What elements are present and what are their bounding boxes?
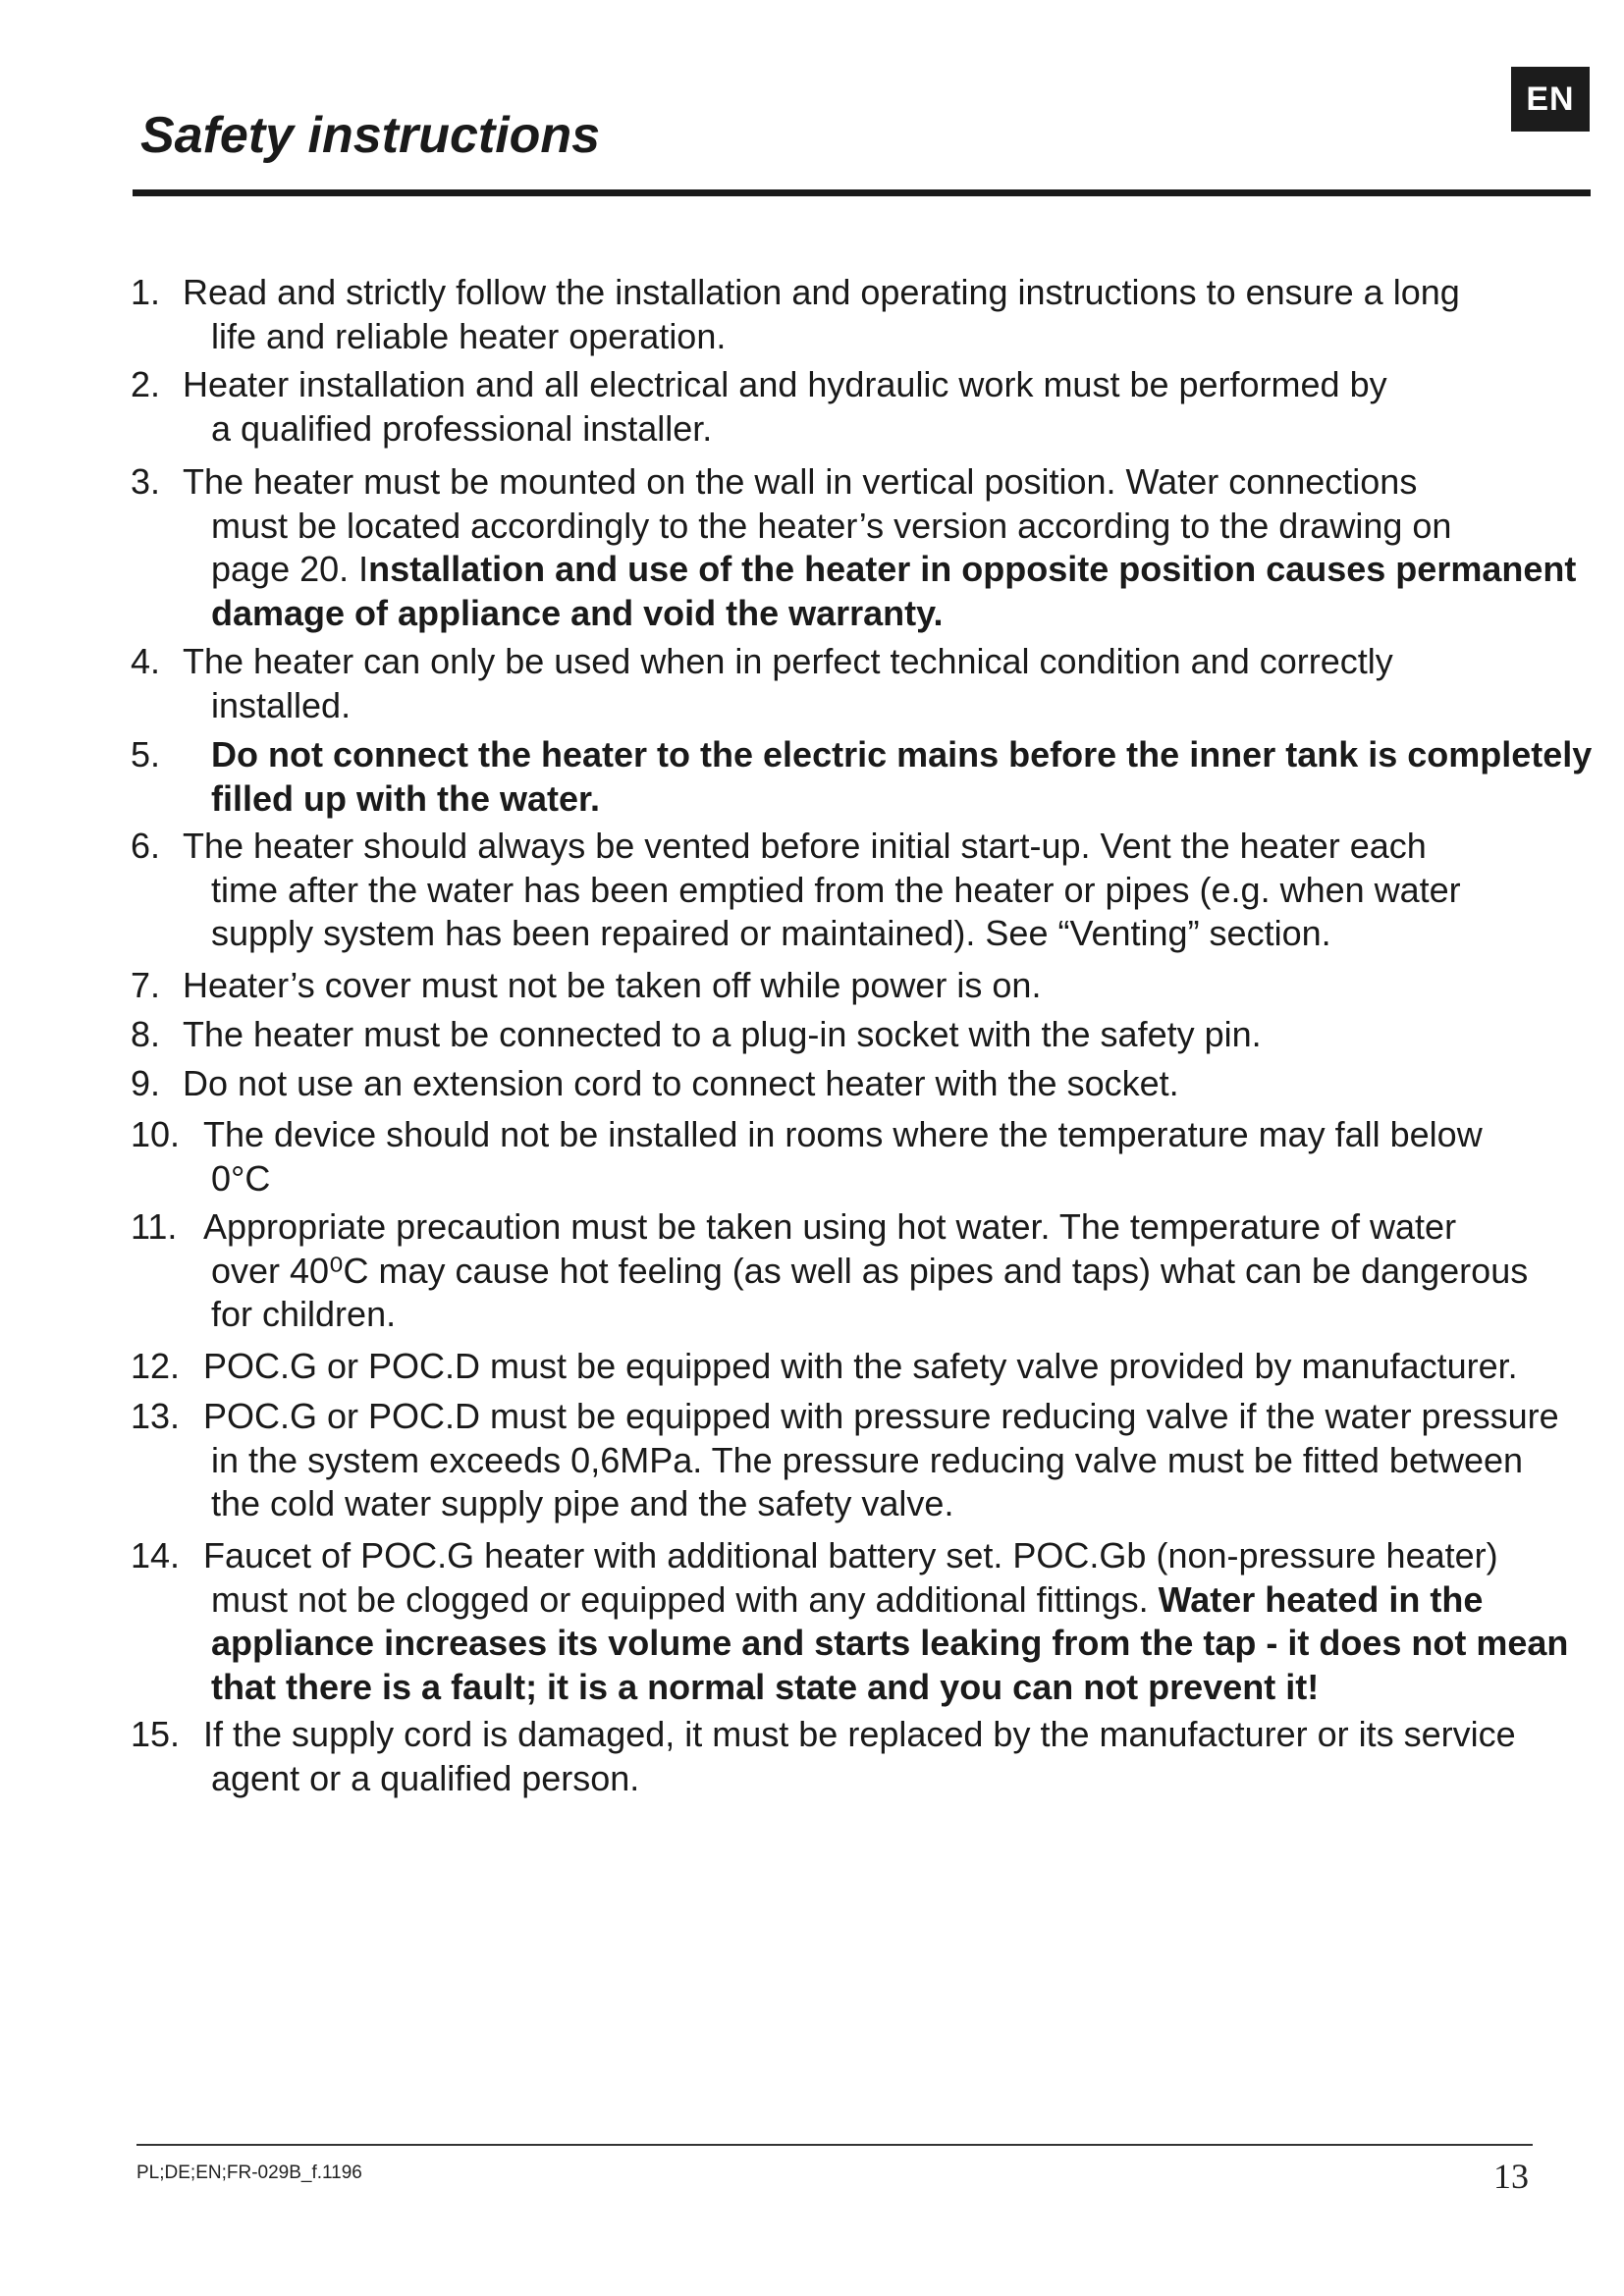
list-item (131, 964, 1574, 1008)
text: POC.G or POC.D must be equipped with the safety valve provided by manufacturer. (203, 1346, 1518, 1386)
text: agent or a qualified person. (211, 1757, 640, 1798)
list-item-number: 9. (131, 1063, 161, 1103)
list-item-number: 3. (131, 461, 161, 502)
list-item-number: 6. (131, 826, 161, 866)
list-item-line (131, 271, 1574, 315)
bold-text: Do not connect the heater to the electric mains before the inner tank is completely (211, 734, 1593, 774)
text: must not be clogged or equipped with any additional fittings. (211, 1578, 1159, 1620)
list-item-line (131, 733, 1593, 777)
list-item-line (131, 1622, 1574, 1666)
list-item-line (131, 363, 1574, 407)
list-item-line (131, 684, 1574, 728)
list-item-line (131, 1713, 1574, 1757)
list-item-line (131, 964, 1574, 1008)
list-item-line (131, 1062, 1574, 1106)
list-item-line (131, 1666, 1574, 1710)
text: supply system has been repaired or maintained). See “Venting” section. (211, 913, 1331, 953)
list-item (131, 271, 1574, 358)
list-item (131, 363, 1574, 451)
list-item-line (131, 407, 1574, 452)
list-item-number: 7. (131, 965, 161, 1005)
list-item-number: 1. (131, 272, 161, 312)
list-item-line (131, 1205, 1574, 1250)
list-item (131, 1113, 1574, 1201)
text: Faucet of POC.G heater with additional battery set. POC.Gb (non-pressure heater) (203, 1535, 1498, 1575)
bold-text: damage of appliance and void the warranty. (211, 592, 944, 633)
text: The heater should always be vented before initial start-up. Vent the heater each (183, 826, 1427, 866)
list-item-line (131, 1578, 1574, 1623)
list-item (131, 1345, 1574, 1389)
list-item-line (131, 1757, 1574, 1801)
text: installed. (211, 684, 352, 725)
list-item (131, 1713, 1574, 1800)
text: If the supply cord is damaged, it must be replaced by the manufacturer or its service (203, 1714, 1516, 1754)
list-item (131, 1062, 1574, 1106)
list-item-line (131, 1534, 1574, 1578)
list-item-line (131, 1345, 1574, 1389)
list-item-line (131, 825, 1574, 869)
text: The heater must be mounted on the wall in vertical position. Water connections (183, 461, 1418, 502)
list-item-number: 11. (131, 1206, 178, 1247)
bold-text: that there is a fault; it is a normal state and you can not prevent it! (211, 1666, 1320, 1707)
list-item-number: 8. (131, 1014, 161, 1054)
list-item-line (131, 505, 1574, 549)
list-item-line (131, 548, 1577, 592)
list-item-line (131, 1395, 1574, 1439)
list-item-line (131, 1113, 1574, 1157)
text: the cold water supply pipe and the safety valve. (211, 1483, 954, 1523)
text: The heater can only be used when in perfect technical condition and correctly (183, 641, 1393, 681)
bold-text: nstallation and use of the heater in opposite position causes permanent (368, 549, 1577, 589)
list-item-line (131, 1013, 1574, 1057)
list-item-line (131, 777, 1574, 822)
text: for children. (211, 1294, 397, 1334)
list-item-number: 12. (131, 1346, 181, 1386)
list-item-number: 4. (131, 641, 161, 681)
text: Heater’s cover must not be taken off while power is on. (183, 965, 1042, 1005)
list-item-line (131, 460, 1574, 505)
bold-text: filled up with the water. (211, 777, 601, 819)
list-item-line (131, 592, 1574, 636)
list-item (131, 1013, 1574, 1057)
text: in the system exceeds 0,6MPa. The pressure reducing valve must be fitted between (211, 1439, 1524, 1480)
text: life and reliable heater operation. (211, 315, 727, 356)
list-item-line (131, 1293, 1574, 1337)
language-badge: EN (1511, 67, 1590, 132)
footer-divider (136, 2144, 1533, 2146)
text: Heater installation and all electrical and hydraulic work must be performed by (183, 364, 1387, 404)
list-item-line (131, 1482, 1574, 1526)
text: Do not use an extension cord to connect heater with the socket. (183, 1063, 1179, 1103)
text: must be located accordingly to the heater’s version according to the drawing on (211, 505, 1452, 546)
text: The heater must be connected to a plug-in socket with the safety pin. (183, 1014, 1262, 1054)
title-divider (133, 189, 1591, 196)
list-item (131, 1205, 1574, 1337)
text: POC.G or POC.D must be equipped with pressure reducing valve if the water pressure (203, 1396, 1559, 1436)
list-item-line (131, 315, 1574, 359)
list-item-line (131, 1250, 1574, 1294)
list-item-number: 2. (131, 364, 161, 404)
text: Appropriate precaution must be taken using hot water. The temperature of water (203, 1206, 1457, 1247)
text: 0°C (211, 1157, 271, 1199)
list-item (131, 1534, 1574, 1709)
list-item-line (131, 1439, 1574, 1483)
list-item-line (131, 912, 1574, 956)
list-item-number: 14. (131, 1535, 181, 1575)
text: time after the water has been emptied from the heater or pipes (e.g. when water (211, 869, 1461, 910)
page-number: 13 (1493, 2157, 1529, 2196)
list-item-line (131, 1157, 1574, 1201)
list-item-number: 5. (131, 734, 161, 774)
bold-text: Water heated in the (1158, 1578, 1484, 1620)
text: The device should not be installed in rooms where the temperature may fall below (203, 1114, 1483, 1154)
list-item (131, 460, 1577, 635)
bold-text: appliance increases its volume and starts leaking from the tap - it does not mean (211, 1623, 1569, 1663)
text: over 40⁰C may cause hot feeling (as well as pipes and taps) what can be dangerous (211, 1250, 1529, 1291)
page-title: Safety instructions (140, 107, 601, 164)
list-item-number: 10. (131, 1114, 181, 1154)
list-item-line (131, 869, 1574, 913)
list-item (131, 733, 1593, 821)
list-item (131, 640, 1574, 727)
list-item-number: 15. (131, 1714, 181, 1754)
list-item (131, 1395, 1574, 1526)
text: page 20. I (211, 549, 369, 589)
document-code: PL;DE;EN;FR-029B_f.1196 (136, 2163, 362, 2183)
list-item-line (131, 640, 1574, 684)
list-item (131, 825, 1574, 956)
text: Read and strictly follow the installation and operating instructions to ensure a long (183, 272, 1460, 312)
list-item-number: 13. (131, 1396, 181, 1436)
text: a qualified professional installer. (211, 407, 713, 449)
